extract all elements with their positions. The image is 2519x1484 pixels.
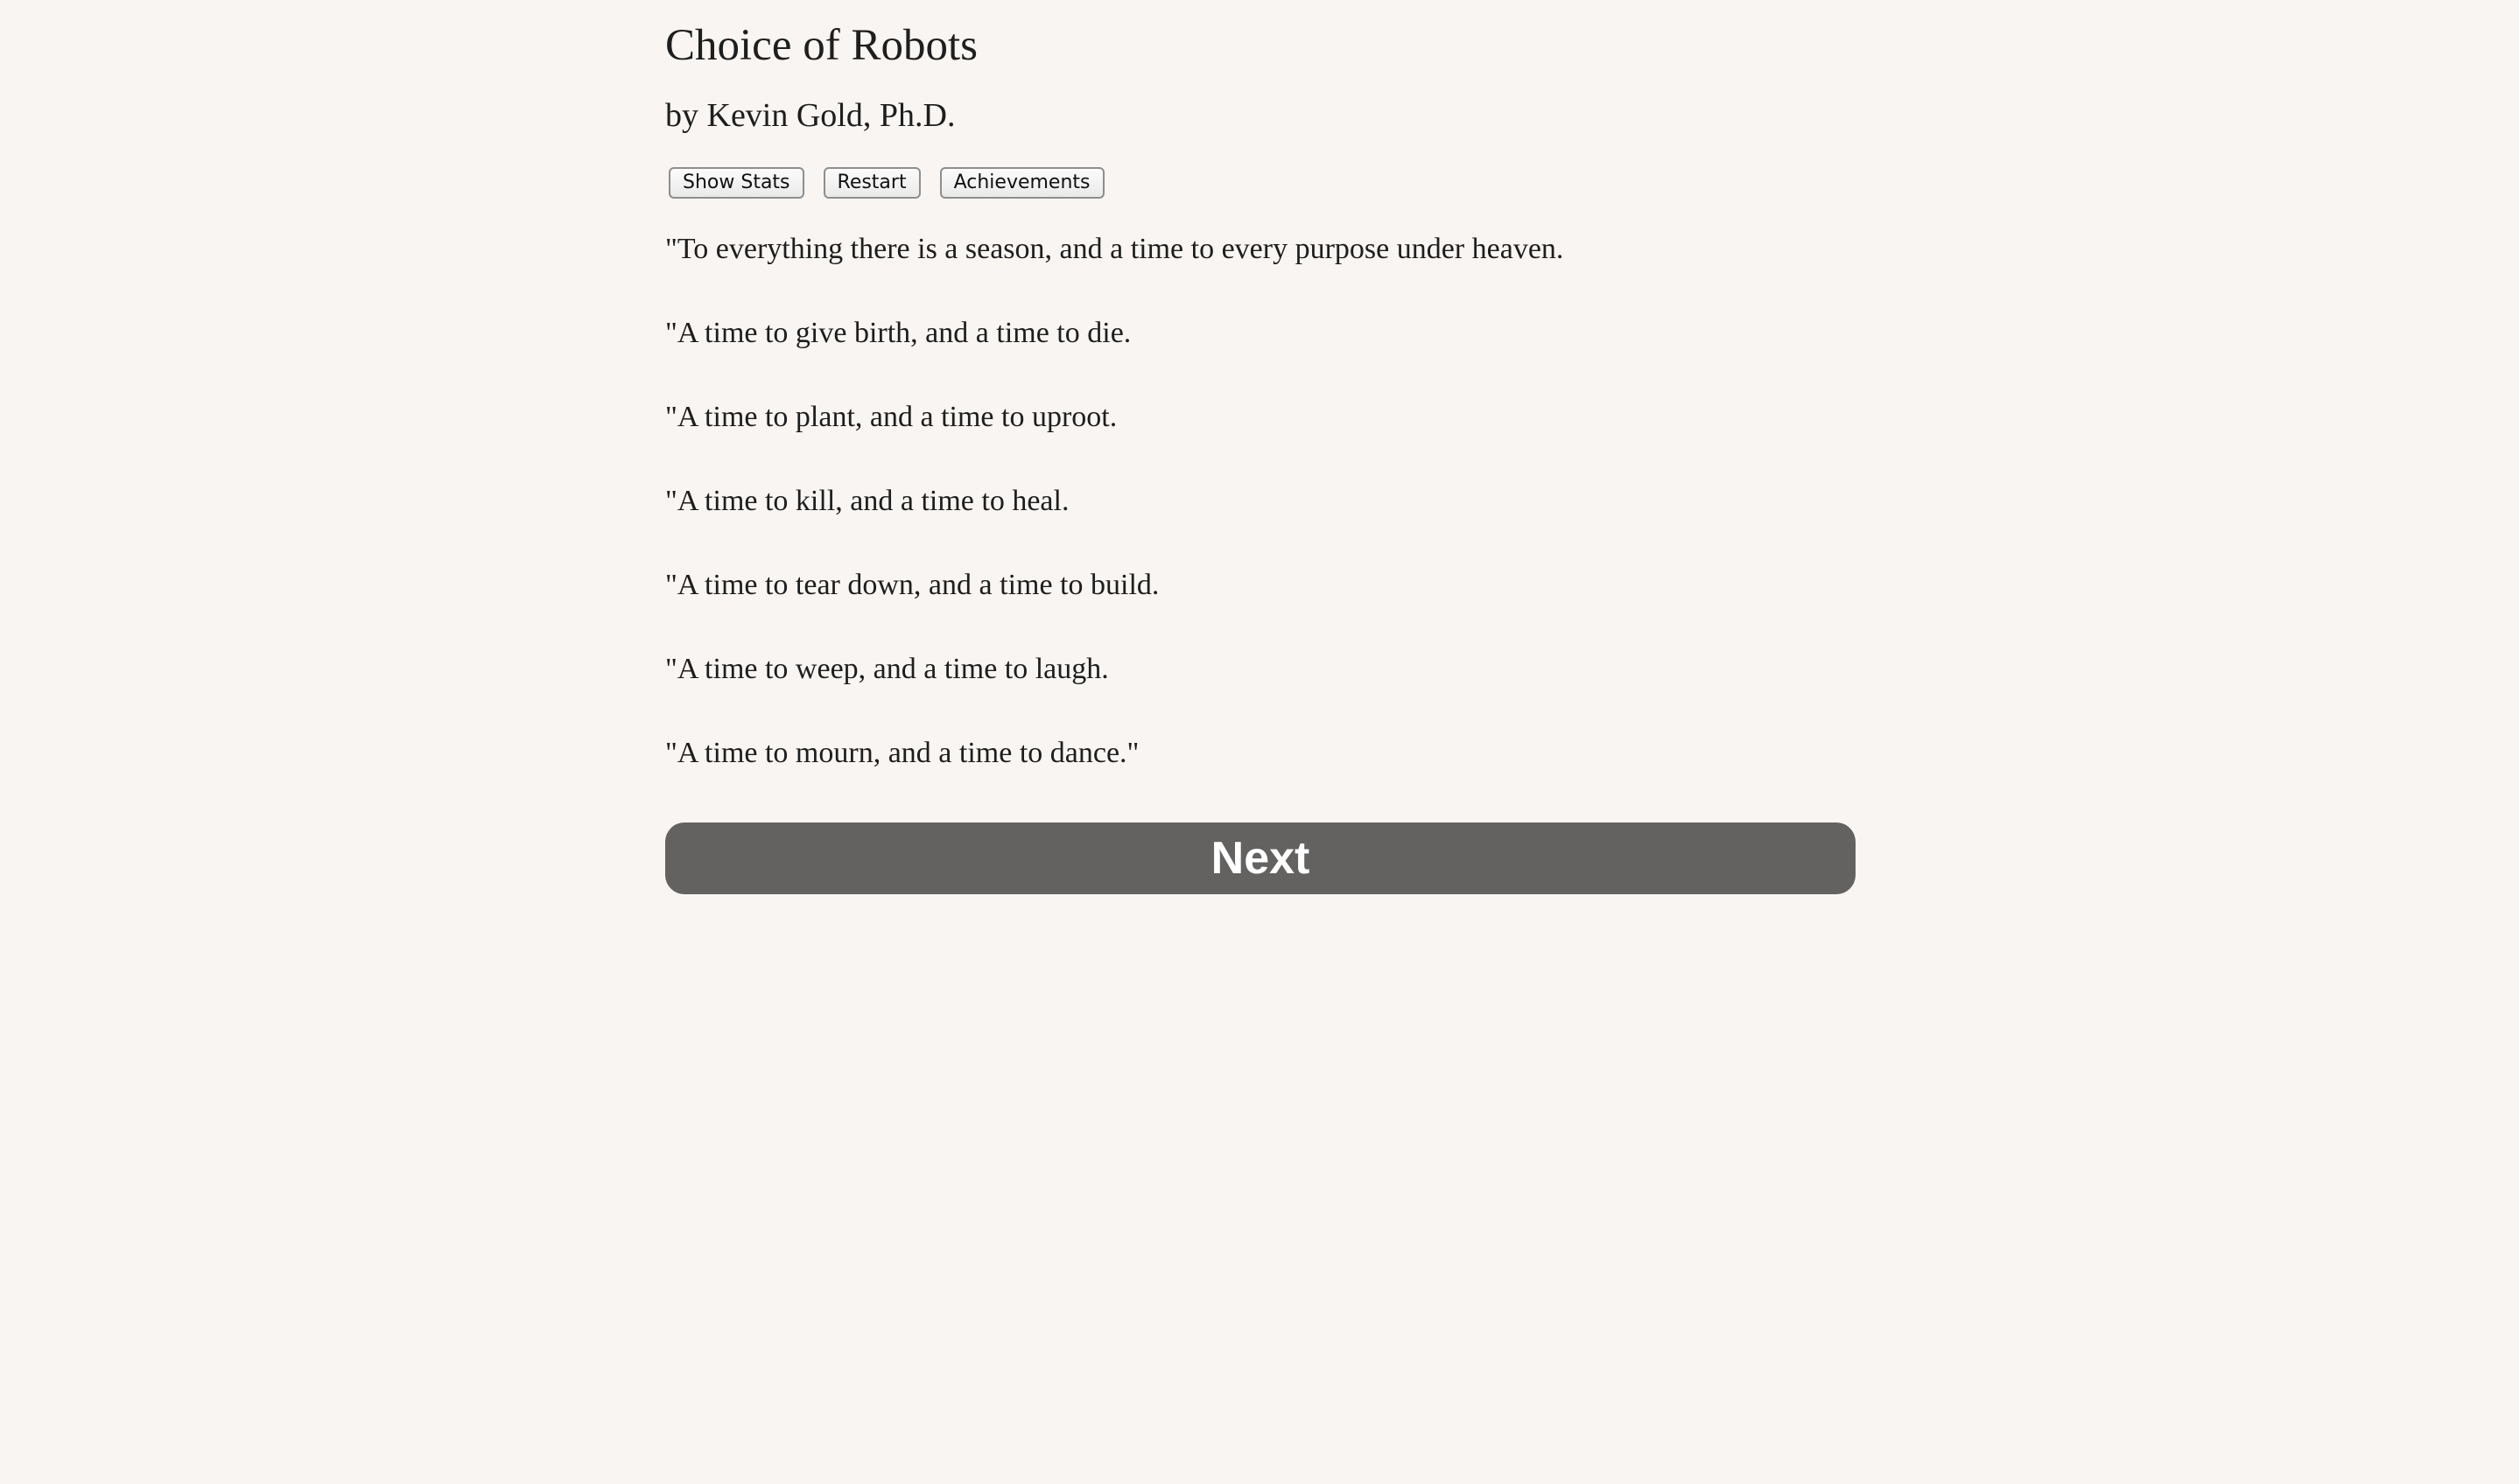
passage-line: "To everything there is a season, and a time to every purpose under heaven. bbox=[665, 233, 1564, 265]
author-byline: by Kevin Gold, Ph.D. bbox=[665, 97, 956, 134]
next-button[interactable]: Next bbox=[665, 822, 1856, 894]
toolbar bbox=[669, 167, 1105, 199]
restart-button[interactable]: Restart bbox=[824, 167, 921, 199]
passage-line: "A time to give birth, and a time to die. bbox=[665, 317, 1132, 349]
passage-line: "A time to mourn, and a time to dance." bbox=[665, 737, 1140, 769]
passage-line: "A time to plant, and a time to uproot. bbox=[665, 401, 1118, 433]
passage-line: "A time to tear down, and a time to build. bbox=[665, 569, 1160, 601]
game-title: Choice of Robots bbox=[665, 21, 978, 70]
passage-line: "A time to kill, and a time to heal. bbox=[665, 485, 1070, 517]
show-stats-button[interactable]: Show Stats bbox=[669, 167, 804, 199]
passage-line: "A time to weep, and a time to laugh. bbox=[665, 653, 1109, 685]
achievements-button[interactable]: Achievements bbox=[940, 167, 1105, 199]
story-passage bbox=[665, 226, 1856, 814]
